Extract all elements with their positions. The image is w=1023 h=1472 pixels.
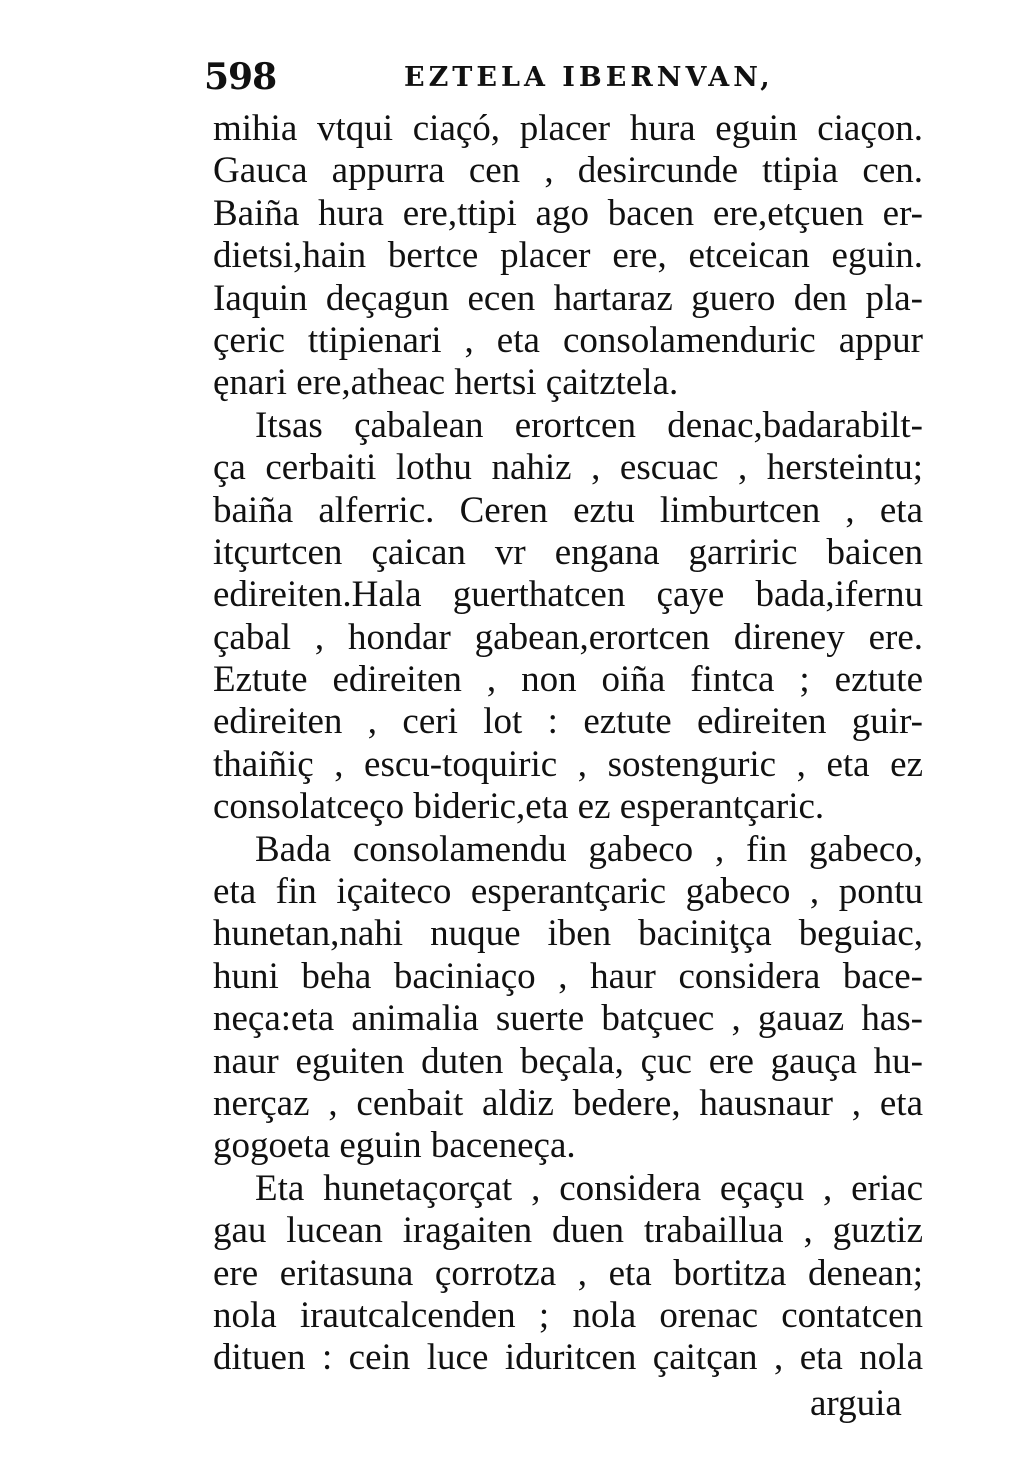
text-line: mihia vtqui ciaçó, placer hura eguin ciaçon.	[213, 108, 923, 149]
text-line: Baiña hura ere,ttipi ago bacen ere,etçuen er-	[213, 192, 923, 234]
text-line: baiña alferric. Ceren eztu limburtcen , eta	[213, 489, 923, 531]
text-line: ça cerbaiti lothu nahiz , escuac , hersteintu;	[213, 447, 923, 489]
text-line: nerçaz , cenbait aldiz bedere, hausnaur , eta	[213, 1082, 923, 1124]
page-number: 598	[204, 56, 277, 98]
text-line: consolatceço bideric,eta ez esperantçaric.	[213, 786, 825, 828]
text-line: thaiñiç , escu-toquiric , sostenguric , eta ez	[213, 743, 923, 785]
text-line: çeric ttipienari , eta consolamenduric appur	[213, 319, 923, 361]
page-header	[204, 52, 924, 102]
text-line: Iaquin deçagun ecen hartaraz guero den pla-	[213, 277, 923, 319]
text-line: huni beha baciniaço , haur considera bace-	[213, 955, 923, 997]
text-line: Gauca appurra cen , desircunde ttipia cen.	[213, 150, 923, 192]
paragraph	[213, 405, 923, 829]
text-line: ęnari ere,atheac hertsi çaitztela.	[213, 362, 679, 404]
body-text	[213, 108, 923, 1380]
text-line: Itsas çabalean erortcen denac,badarabilt-	[255, 404, 923, 446]
text-line: hunetan,nahi nuque iben baciniţça beguiac,	[213, 913, 923, 955]
paragraph	[213, 1168, 923, 1380]
text-line: Eztute edireiten , non oiña fintca ; eztute	[213, 659, 923, 701]
text-line: çabal , hondar gabean,erortcen direney ere.	[213, 616, 923, 658]
paragraph	[213, 829, 923, 1168]
text-line: ere eritasuna çorrotza , eta bortitza denean;	[213, 1252, 923, 1294]
text-line: eta fin içaiteco esperantçaric gabeco , pontu	[213, 871, 923, 913]
text-line: naur eguiten duten beçala, çuc ere gauça hu-	[213, 1040, 923, 1082]
text-line: dietsi,hain bertce placer ere, etceican eguin.	[213, 235, 923, 277]
paragraph	[213, 108, 923, 405]
text-line: gogoeta eguin baceneça.	[213, 1125, 576, 1167]
running-head: EZTELA IBERNVAN,	[404, 62, 774, 93]
text-line: Bada consolamendu gabeco , fin gabeco,	[255, 828, 923, 870]
text-line: gau lucean iragaiten duen trabaillua , guztiz	[213, 1210, 923, 1252]
catchword: arguia	[810, 1383, 902, 1424]
text-line: dituen : cein luce iduritcen çaitçan , eta nola	[213, 1337, 923, 1379]
text-line: itçurtcen çaican vr engana garriric baicen	[213, 531, 923, 573]
text-line: neça:eta animalia suerte batçuec , gauaz has-	[213, 998, 923, 1040]
text-line: Eta hunetaçorçat , considera eçaçu , eriac	[255, 1167, 923, 1209]
text-line: nola irautcalcenden ; nola orenac contatcen	[213, 1294, 923, 1336]
text-line: edireiten , ceri lot : eztute edireiten guir-	[213, 701, 923, 743]
text-line: edireiten.Hala guerthatcen çaye bada,ifernu	[213, 574, 923, 616]
